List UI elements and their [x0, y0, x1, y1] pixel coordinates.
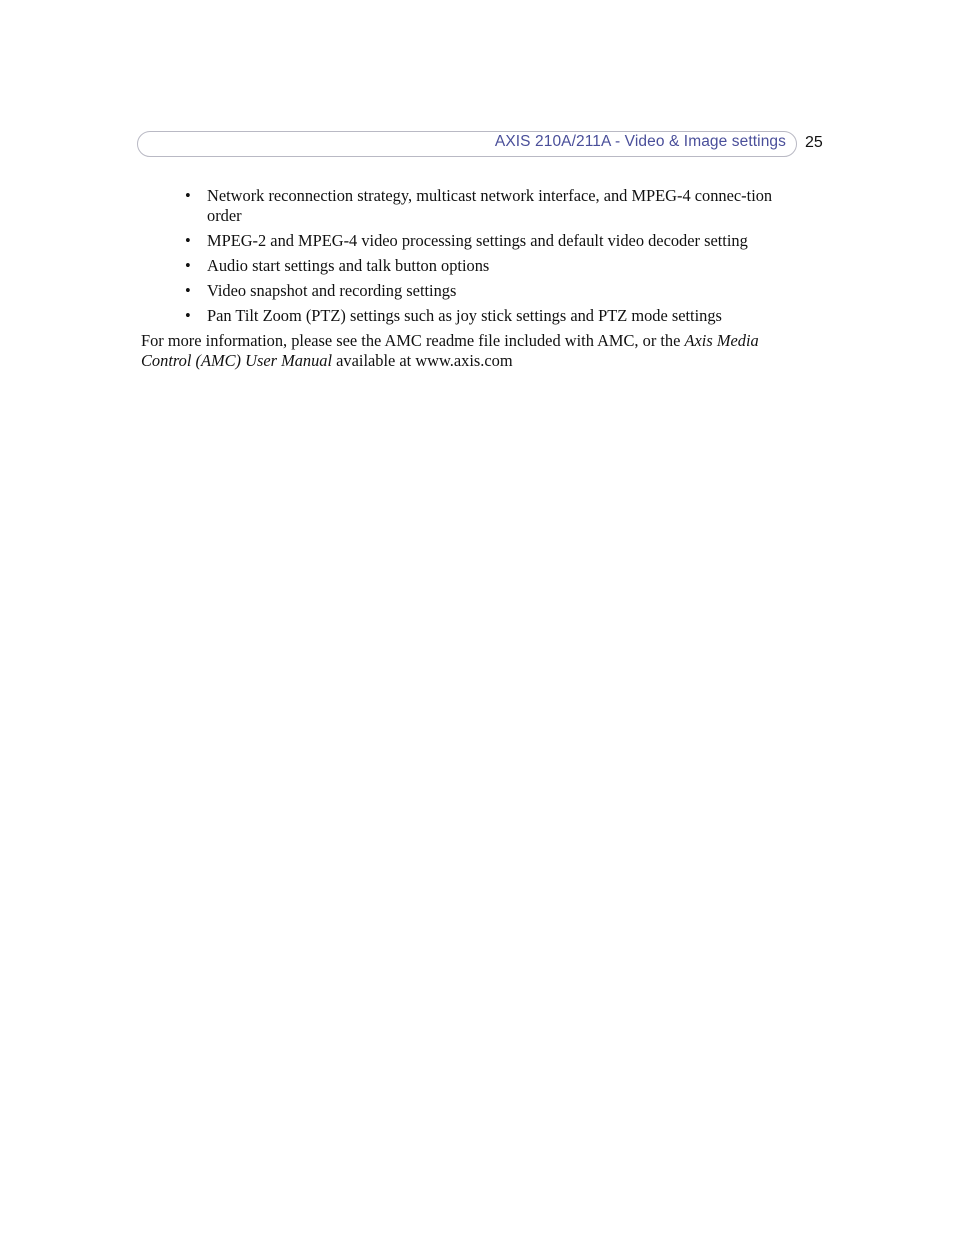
list-item: [185, 281, 807, 301]
running-header-title: AXIS 210A/211A - Video & Image settings: [494, 133, 786, 150]
paragraph-text-after: available at www.axis.com: [332, 351, 513, 370]
bullet-icon: •: [185, 306, 191, 325]
bullet-icon: •: [185, 231, 191, 250]
bullet-icon: •: [185, 256, 191, 275]
settings-bullet-list: [185, 186, 807, 331]
list-item-text: Audio start settings and talk button options: [207, 256, 490, 275]
list-item: [185, 186, 807, 226]
bullet-icon: •: [185, 281, 191, 300]
page-number: 25: [805, 134, 823, 151]
list-item: [185, 306, 807, 326]
list-item: [185, 231, 807, 251]
manual-title: Axis Media Control (AMC) User Manual: [141, 331, 759, 370]
bullet-icon: •: [185, 186, 191, 205]
list-item-text: MPEG-2 and MPEG-4 video processing settings and default video decoder setting: [207, 231, 748, 250]
list-item-text: Video snapshot and recording settings: [207, 281, 457, 300]
list-item: [185, 256, 807, 276]
list-item-text: Network reconnection strategy, multicast network interface, and MPEG-4 connec-tion order: [207, 186, 773, 225]
more-information-paragraph: [141, 331, 781, 371]
list-item-text: Pan Tilt Zoom (PTZ) settings such as joy stick settings and PTZ mode settings: [207, 306, 722, 325]
paragraph-text-before: For more information, please see the AMC readme file included with AMC, or the: [141, 331, 685, 350]
